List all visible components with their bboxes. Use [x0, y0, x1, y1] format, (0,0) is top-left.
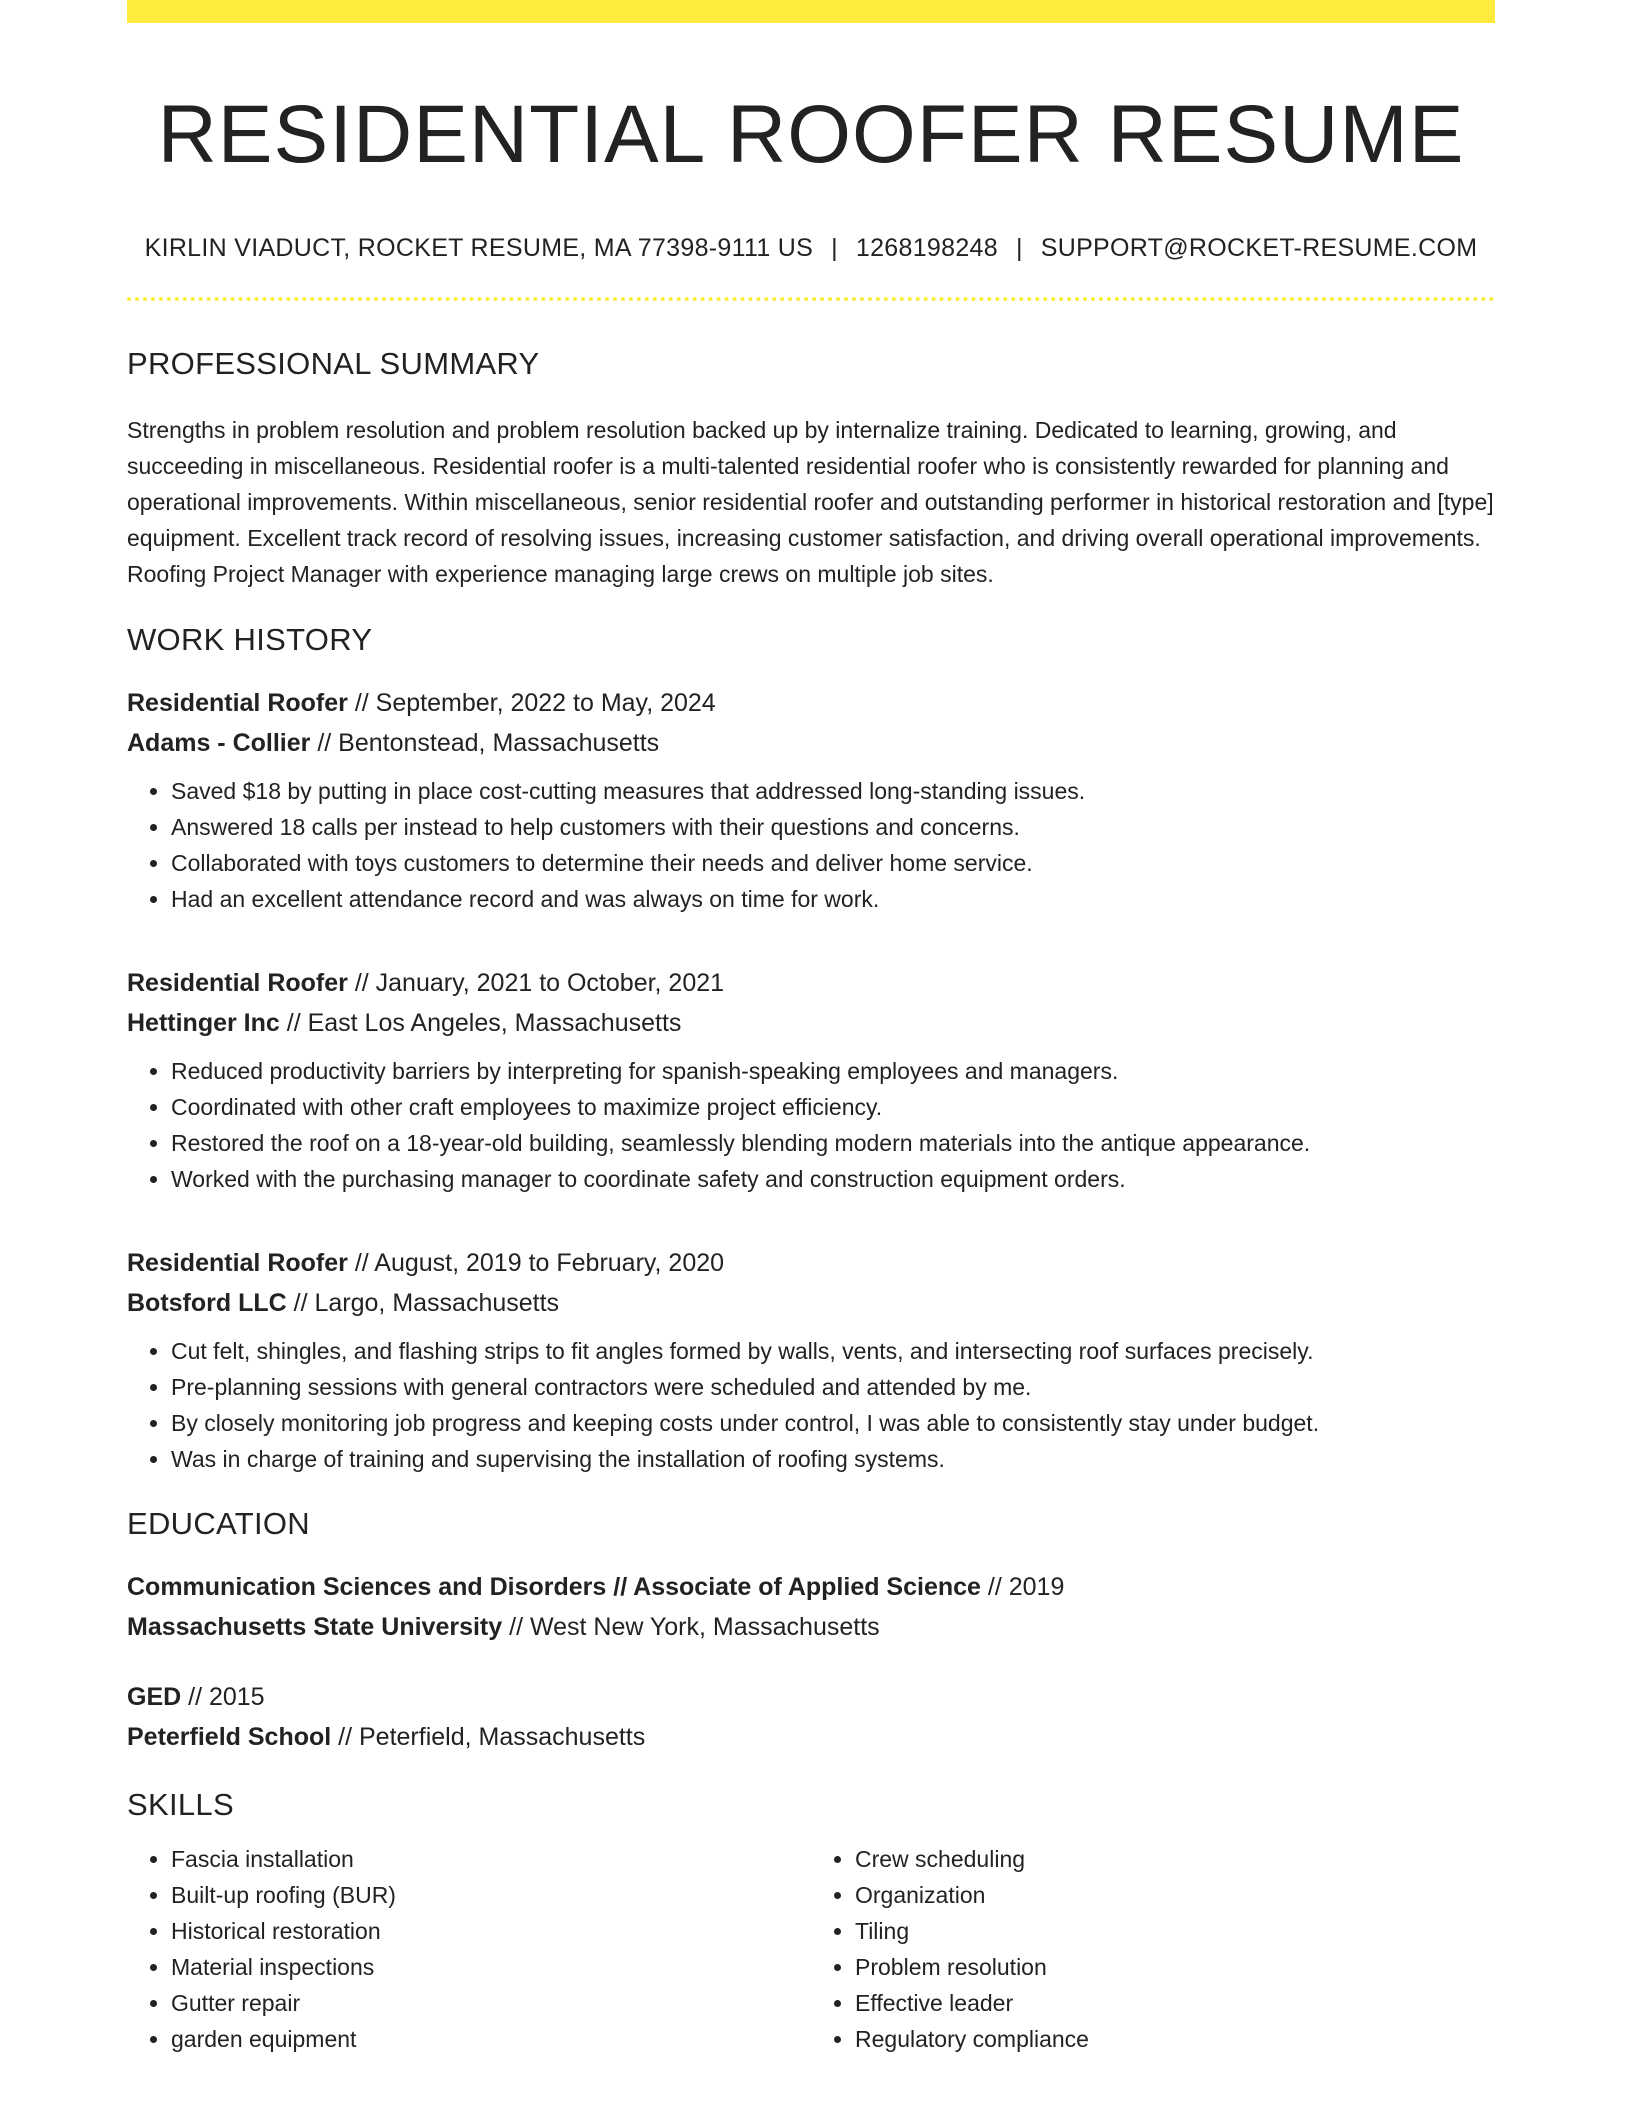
job-location: // East Los Angeles, Massachusetts [279, 1008, 682, 1037]
skills-columns [127, 1841, 1495, 2057]
education-location: // West New York, Massachusetts [502, 1612, 880, 1641]
education-heading: EDUCATION [127, 1505, 310, 1541]
summary-heading: PROFESSIONAL SUMMARY [127, 346, 540, 382]
list-item: • Cut felt, shingles, and flashing strips to fit angles formed by walls, vents, and intersecting roof surfaces precisely. [171, 1333, 1495, 1369]
list-item: • Worked with the purchasing manager to coordinate safety and construction equipment orders. [171, 1161, 1495, 1197]
job-title-line [127, 963, 1495, 1003]
education-entry [127, 1567, 1495, 1647]
list-item: • Saved $18 by putting in place cost-cutting measures that addressed long-standing issues. [171, 773, 1495, 809]
education-degree: Communication Sciences and Disorders // Associate of Applied Science [127, 1572, 981, 1601]
list-item: • Had an excellent attendance record and was always on time for work. [171, 881, 1495, 917]
job-location: // Bentonstead, Massachusetts [310, 728, 660, 757]
skills-heading: SKILLS [127, 1786, 234, 1822]
contact-phone: 1268198248 [855, 234, 998, 263]
list-item: • Restored the roof on a 18-year-old building, seamlessly blending modern materials into the antique appearance. [171, 1125, 1495, 1161]
job-title: Residential Roofer [127, 1248, 348, 1277]
education-year: // 2015 [181, 1682, 265, 1711]
job-company: Adams - Collier [127, 728, 311, 757]
job-entry [127, 963, 1495, 1197]
education-degree-line [127, 1677, 1495, 1717]
skills-list-left [127, 1841, 811, 2057]
page-title: RESIDENTIAL ROOFER RESUME [157, 89, 1465, 180]
list-item: • Regulatory compliance [855, 2021, 1089, 2057]
job-bullets [127, 773, 1495, 917]
education-degree: GED [127, 1682, 182, 1711]
list-item: • Collaborated with toys customers to determine their needs and deliver home service. [171, 845, 1495, 881]
job-title: Residential Roofer [127, 688, 348, 717]
list-item: • Built-up roofing (BUR) [171, 1877, 811, 1913]
job-entry [127, 1243, 1495, 1477]
contact-separator: | [1015, 234, 1023, 263]
education-year: // 2019 [980, 1572, 1065, 1601]
education-entry [127, 1677, 1495, 1757]
top-accent-bar [127, 0, 1495, 23]
list-item: • Reduced productivity barriers by interpreting for spanish-speaking employees and managers. [171, 1053, 1495, 1089]
list-item: • Organization [855, 1877, 1089, 1913]
education-school-line [127, 1717, 1495, 1757]
list-item: • Historical restoration [171, 1913, 811, 1949]
skills-list-right [811, 1841, 1089, 2057]
dotted-divider [127, 297, 1495, 301]
job-title: Residential Roofer [127, 968, 348, 997]
job-title-line [127, 1243, 1495, 1283]
summary-text: Strengths in problem resolution and problem resolution backed up by internalize training. Dedicated to learning, growing, and succeeding in miscellaneous. Residential roofer is a multi-talented residential roofer who is consistently rewarded for planning and operational improvements. Within miscellaneous, senior residential roofer and outstanding performer in historical restoration and [type] equipment. Excellent track record of resolving issues, increasing customer satisfaction, and driving overall operational improvements. Roofing Project Manager with experience managing large crews on multiple job sites. [127, 416, 1494, 587]
list-item: • Problem resolution [855, 1949, 1089, 1985]
list-item: • Coordinated with other craft employees to maximize project efficiency. [171, 1089, 1495, 1125]
education-degree-line [127, 1567, 1495, 1607]
work-history-heading: WORK HISTORY [127, 621, 373, 657]
education-school: Peterfield School [127, 1722, 332, 1751]
list-item: • Gutter repair [171, 1985, 811, 2021]
job-dates: // August, 2019 to February, 2020 [347, 1248, 725, 1277]
list-item: • Answered 18 calls per instead to help customers with their questions and concerns. [171, 809, 1495, 845]
job-dates: // September, 2022 to May, 2024 [347, 688, 716, 717]
list-item: • By closely monitoring job progress and keeping costs under control, I was able to consistently stay under budget. [171, 1405, 1495, 1441]
list-item: • Was in charge of training and supervising the installation of roofing systems. [171, 1441, 1495, 1477]
contact-email: SUPPORT@ROCKET-RESUME.COM [1040, 234, 1478, 263]
list-item: • Pre-planning sessions with general contractors were scheduled and attended by me. [171, 1369, 1495, 1405]
job-dates: // January, 2021 to October, 2021 [347, 968, 725, 997]
contact-line [127, 233, 1495, 263]
job-bullets [127, 1333, 1495, 1477]
list-item: • Fascia installation [171, 1841, 811, 1877]
education-location: // Peterfield, Massachusetts [331, 1722, 646, 1751]
list-item: • Crew scheduling [855, 1841, 1089, 1877]
contact-address: KIRLIN VIADUCT, ROCKET RESUME, MA 77398-9111 US [144, 234, 814, 263]
job-company: Hettinger Inc [127, 1008, 280, 1037]
job-entry [127, 683, 1495, 917]
job-company-line [127, 1003, 1495, 1043]
resume-page [127, 0, 1495, 2057]
education-school-line [127, 1607, 1495, 1647]
job-company-line [127, 723, 1495, 763]
contact-separator: | [831, 234, 838, 263]
job-company-line [127, 1283, 1495, 1323]
list-item: • Tiling [855, 1913, 1089, 1949]
job-location: // Largo, Massachusetts [286, 1288, 560, 1317]
job-company: Botsford LLC [127, 1288, 287, 1317]
list-item: • Material inspections [171, 1949, 811, 1985]
job-title-line [127, 683, 1495, 723]
education-school: Massachusetts State University [127, 1612, 503, 1641]
list-item: • Effective leader [855, 1985, 1089, 2021]
job-bullets [127, 1053, 1495, 1197]
list-item: • garden equipment [171, 2021, 811, 2057]
